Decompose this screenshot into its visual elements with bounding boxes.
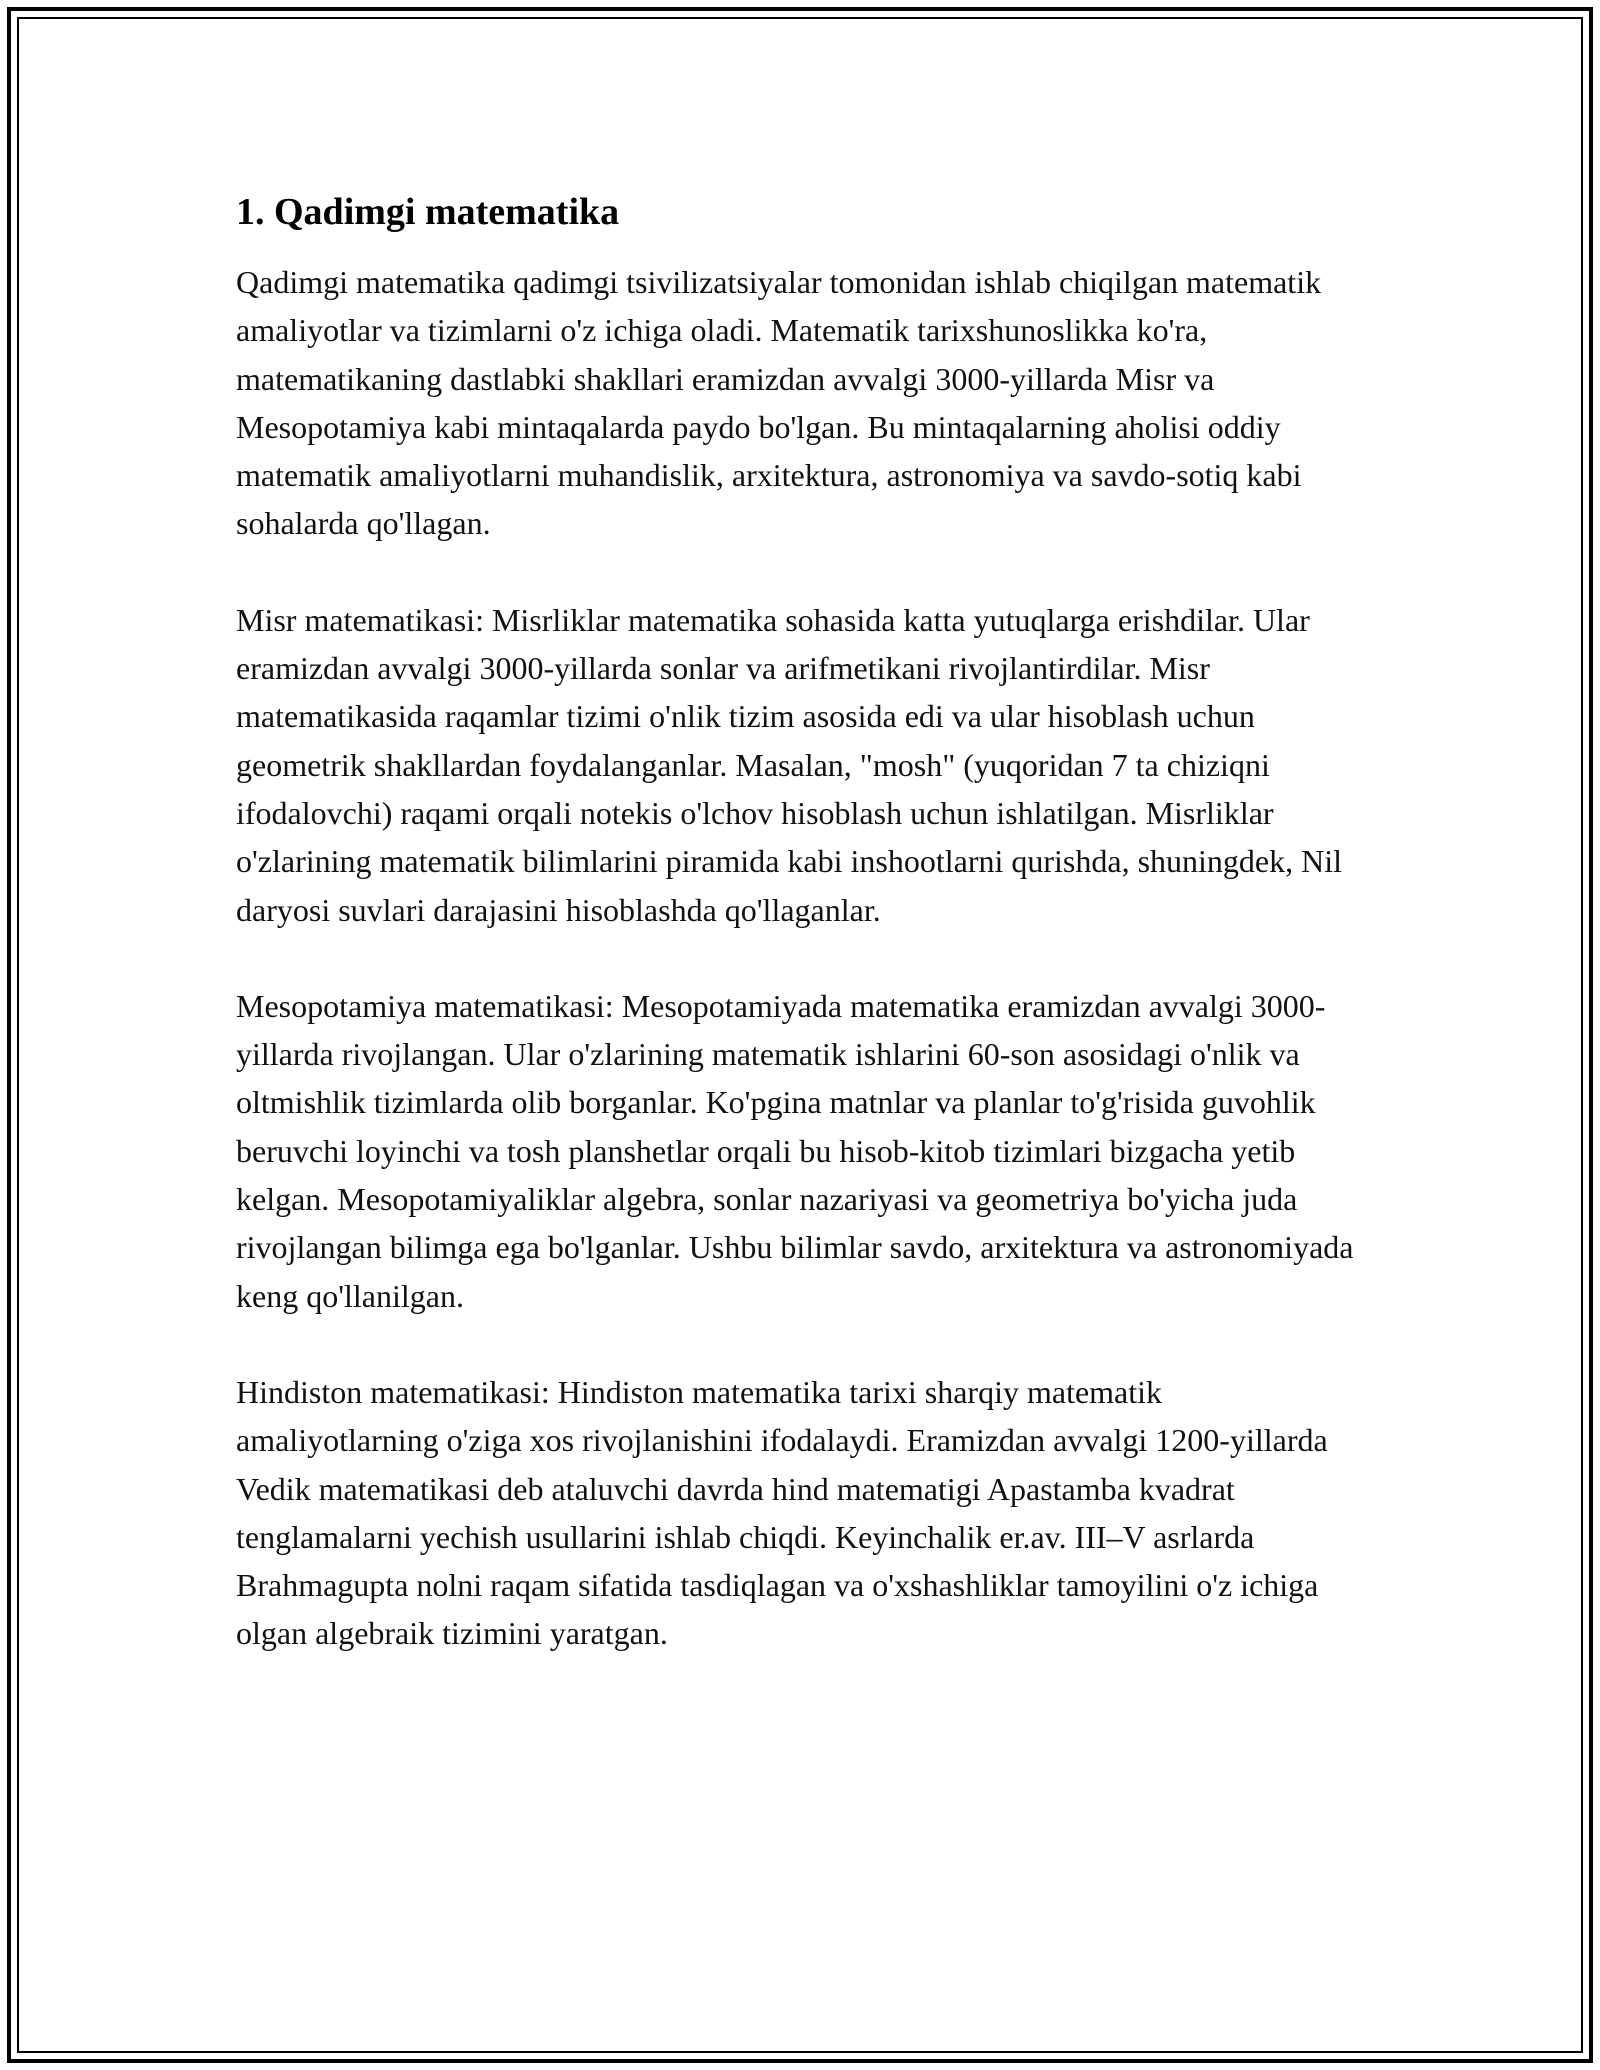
paragraph-india: Hindiston matematikasi: Hindiston matematika tarixi sharqiy matematik amaliyotlarning o'ziga xos rivojlanishini ifodalaydi. Eramizdan avvalgi 1200-yillarda Vedik matematikasi deb ataluvchi davrda hind matematigi Apastamba kvadrat tenglamalarni yechish usullarini ishlab chiqdi. Keyinchalik er.av. III–V asrlarda Brahmagupta nolni raqam sifatida tasdiqlagan va o'xshashliklar tamoyilini o'z ichiga olgan algebraik tizimini yaratgan. bbox=[236, 1373, 1328, 1652]
paragraph-mesopotamia: Mesopotamiya matematikasi: Mesopotamiyada matematika eramizdan avvalgi 3000-yillarda rivojlangan. Ular o'zlarining matematik ishlarini 60-son asosidagi o'nlik va oltmishlik tizimlarda olib borganlar. Ko'pgina matnlar va planlar to'g'risida guvohlik beruvchi loyinchi va tosh planshetlar orqali bu hisob-kitob tizimlari bizgacha yetib kelgan. Mesopotamiyaliklar algebra, sonlar nazariyasi va geometriya bo'yicha juda rivojlangan bilimga ega bo'lganlar. Ushbu bilimlar savdo, arxitektura va astronomiyada keng qo'llanilgan. bbox=[236, 987, 1354, 1314]
paragraph-intro: Qadimgi matematika qadimgi tsivilizatsiyalar tomonidan ishlab chiqilgan matematik amaliyotlar va tizimlarni o'z ichiga oladi. Matematik tarixshunoslikka ko'ra, matematikaning dastlabki shakllari eramizdan avvalgi 3000-yillarda Misr va Mesopotamiya kabi mintaqalarda paydo bo'lgan. Bu mintaqalarning aholisi oddiy matematik amaliyotlarni muhandislik, arxitektura, astronomiya va savdo-sotiq kabi sohalarda qo'llagan. bbox=[236, 264, 1322, 542]
section-heading: 1. Qadimgi matematika bbox=[236, 191, 620, 233]
paragraph-egypt: Misr matematikasi: Misrliklar matematika sohasida katta yutuqlarga erishdilar. Ular eramizdan avvalgi 3000-yillarda sonlar va arifmetikani rivojlantirdilar. Misr matematikasida raqamlar tizimi o'nlik tizim asosida edi va ular hisoblash uchun geometrik shakllardan foydalanganlar. Masalan, "mosh" (yuqoridan 7 ta chiziqni ifodalovchi) raqami orqali notekis o'lchov hisoblash uchun ishlatilgan. Misrliklar o'zlarining matematik bilimlarini piramida kabi inshootlarni qurishda, shuningdek, Nil daryosi suvlari darajasini hisoblashda qo'llaganlar. bbox=[236, 601, 1342, 928]
document-body bbox=[236, 186, 1366, 1706]
